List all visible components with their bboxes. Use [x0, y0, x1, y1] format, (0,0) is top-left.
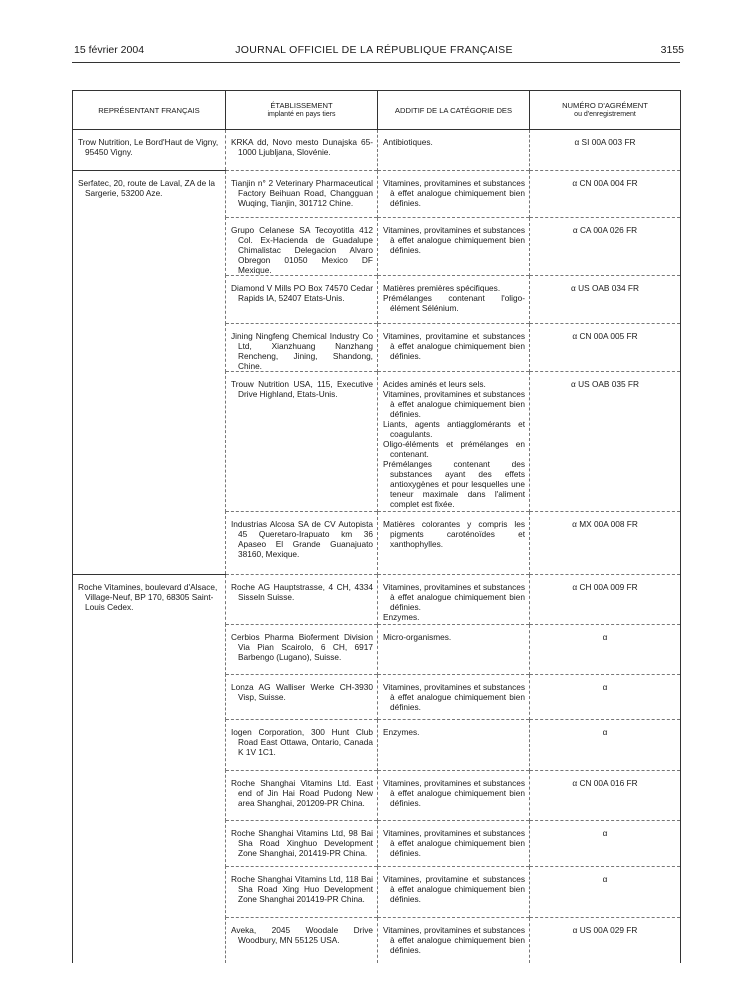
etablissement-text: Diamond V Mills PO Box 74570 Cedar Rapids IA, 52407 Etats-Unis.	[231, 283, 373, 303]
numero-cell	[530, 171, 681, 218]
additif-line: Vitamines, provitamines et substances à effet analogue chimiquement bien définies.	[383, 925, 525, 955]
etablissement-cell	[226, 771, 378, 821]
numero-agrement: α	[602, 632, 608, 642]
additif-cell	[378, 512, 530, 575]
numero-cell	[530, 625, 681, 675]
additif-line: Prémélanges contenant l'oligo-élément Sélénium.	[383, 293, 525, 313]
etablissement-cell	[226, 821, 378, 867]
etablissement-text: Cerbios Pharma Bioferment Division Via Pian Scairolo, 6 CH, 6917 Barbengo (Lugano), Suisse.	[231, 632, 373, 662]
numero-cell	[530, 372, 681, 512]
additif-line: Vitamines, provitamine et substances à effet analogue chimiquement bien définies.	[383, 331, 525, 361]
col-etablissement: ÉTABLISSEMENT implanté en pays tiers	[226, 91, 378, 130]
etablissement-cell	[226, 324, 378, 372]
additif-line: Liants, agents antiagglomérants et coagulants.	[383, 419, 525, 439]
numero-agrement: α CA 00A 026 FR	[572, 225, 638, 235]
etablissement-cell	[226, 372, 378, 512]
etablissement-text: Roche AG Hauptstrasse, 4 CH, 4334 Sisseln Suisse.	[231, 582, 373, 602]
additif-cell	[378, 918, 530, 963]
additif-cell	[378, 720, 530, 771]
etablissement-text: KRKA dd, Novo mesto Dunajska 65-1000 Ljubljana, Slovénie.	[231, 137, 373, 157]
numero-cell	[530, 675, 681, 720]
additif-line: Acides aminés et leurs sels.	[383, 379, 486, 389]
numero-cell	[530, 918, 681, 963]
numero-cell	[530, 324, 681, 372]
additif-cell	[378, 867, 530, 918]
additif-line: Vitamines, provitamines et substances à effet analogue chimiquement bien définies.	[383, 178, 525, 208]
numero-cell	[530, 771, 681, 821]
additif-cell	[378, 575, 530, 625]
etablissement-text: Iogen Corporation, 300 Hunt Club Road East Ottawa, Ontario, Canada K 1V 1C1.	[231, 727, 373, 757]
numero-agrement: α	[602, 828, 608, 838]
etablissement-cell	[226, 276, 378, 324]
numero-agrement: α	[602, 727, 608, 737]
etablissement-cell	[226, 218, 378, 276]
additif-cell	[378, 675, 530, 720]
numero-agrement: α US OAB 035 FR	[571, 379, 639, 389]
header-rule	[72, 62, 680, 63]
table-header-row	[73, 91, 681, 130]
additif-cell	[378, 771, 530, 821]
numero-agrement: α CN 00A 016 FR	[572, 778, 638, 788]
additif-cell	[378, 324, 530, 372]
table-row	[73, 130, 681, 171]
etablissement-cell	[226, 720, 378, 771]
numero-cell	[530, 575, 681, 625]
etablissement-cell	[226, 867, 378, 918]
additif-line: Matières colorantes y compris les pigments caroténoïdes et xanthophylles.	[383, 519, 525, 549]
additif-cell	[378, 130, 530, 171]
etablissement-text: Jining Ningfeng Chemical Industry Co Ltd, Xianzhuang Nanzhang Rencheng, Jining, Shandong, Chine.	[231, 331, 373, 371]
additif-line: Vitamines, provitamines et substances à effet analogue chimiquement bien définies.	[383, 582, 525, 612]
table-row	[73, 575, 681, 625]
additif-line: Matières premières spécifiques.	[383, 283, 501, 293]
additif-line: Vitamines, provitamines et substances à effet analogue chimiquement bien définies.	[383, 682, 525, 712]
numero-agrement: α MX 00A 008 FR	[572, 519, 638, 529]
page-number: 3155	[660, 44, 684, 56]
additif-line: Vitamines, provitamines et substances à effet analogue chimiquement bien définies.	[383, 828, 525, 858]
page-header	[0, 44, 748, 58]
numero-cell	[530, 130, 681, 171]
representant-cell	[73, 130, 226, 171]
etablissement-text: Roche Shanghai Vitamins Ltd. East end of Jin Hai Road Pudong New area Shanghai, 201209-PR China.	[231, 778, 373, 808]
additif-cell	[378, 276, 530, 324]
etablissement-cell	[226, 625, 378, 675]
additif-line: Vitamines, provitamines et substances à effet analogue chimiquement bien définies.	[383, 778, 525, 808]
etablissement-text: Industrias Alcosa SA de CV Autopista 45 Queretaro-Irapuato km 36 Apaseo El Grande Guanajuato 38160, Mexique.	[231, 519, 373, 559]
etablissement-text: Aveka, 2045 Woodale Drive Woodbury, MN 55125 USA.	[231, 925, 373, 945]
additif-line: Micro-organismes.	[383, 632, 452, 642]
additif-line: Vitamines, provitamines et substances à effet analogue chimiquement bien définies.	[383, 389, 525, 419]
etablissement-cell	[226, 575, 378, 625]
numero-agrement: α	[602, 874, 608, 884]
table-row	[73, 171, 681, 218]
additif-line: Enzymes.	[383, 612, 420, 622]
col-additif: ADDITIF DE LA CATÉGORIE DES	[378, 91, 530, 130]
additif-cell	[378, 372, 530, 512]
col-numero: NUMÉRO D'AGRÉMENT ou d'enregistrement	[530, 91, 681, 130]
numero-agrement: α CH 00A 009 FR	[572, 582, 638, 592]
additif-line: Prémélanges contenant des substances ayant des effets antioxygènes et pour lesquelles une teneur maximale dans l'aliment complet est fixée.	[383, 459, 525, 509]
numero-agrement: α	[602, 682, 608, 692]
additif-cell	[378, 625, 530, 675]
etablissement-text: Tianjin n° 2 Veterinary Pharmaceutical Factory Beihuan Road, Changguan Wuqing, Tianjin, 301712 Chine.	[231, 178, 373, 208]
approval-table	[72, 90, 681, 963]
additif-cell	[378, 218, 530, 276]
etablissement-text: Roche Shanghai Vitamins Ltd, 98 Bai Sha Road Xinghuo Development Zone Shanghai, 201419-PR China.	[231, 828, 373, 858]
additif-line: Oligo-éléments et prémélanges en contenant.	[383, 439, 525, 459]
representant-text: Trow Nutrition, Le Bord'Haut de Vigny, 95450 Vigny.	[78, 137, 219, 157]
additif-line: Antibiotiques.	[383, 137, 433, 147]
numero-cell	[530, 276, 681, 324]
additif-cell	[378, 171, 530, 218]
etablissement-text: Roche Shanghai Vitamins Ltd, 118 Bai Sha Road Xing Huo Development Zone Shanghai 201419-PR China.	[231, 874, 373, 904]
etablissement-cell	[226, 130, 378, 171]
representant-cell	[73, 171, 226, 575]
etablissement-text: Grupo Celanese SA Tecoyotitla 412 Col. Ex-Hacienda de Guadalupe Chimalistac Delegacion Alvaro Obregon 01050 Mexico DF Mexique.	[231, 225, 373, 275]
table-body	[73, 130, 681, 963]
numero-agrement: α CN 00A 005 FR	[572, 331, 638, 341]
etablissement-cell	[226, 675, 378, 720]
etablissement-cell	[226, 918, 378, 963]
col-etablissement-sub: implanté en pays tiers	[267, 111, 336, 118]
etablissement-text: Trouw Nutrition USA, 115, Executive Drive Highland, Etats-Unis.	[231, 379, 373, 399]
numero-agrement: α US OAB 034 FR	[571, 283, 639, 293]
representant-text: Roche Vitamines, boulevard d'Alsace, Village-Neuf, BP 170, 68305 Saint-Louis Cedex.	[78, 582, 218, 612]
col-representant: REPRÉSENTANT FRANÇAIS	[73, 91, 226, 130]
etablissement-text: Lonza AG Walliser Werke CH-3930 Visp, Suisse.	[231, 682, 373, 702]
additif-cell	[378, 821, 530, 867]
numero-cell	[530, 512, 681, 575]
numero-agrement: α SI 00A 003 FR	[574, 137, 636, 147]
additif-line: Vitamines, provitamine et substances à effet analogue chimiquement bien définies.	[383, 874, 525, 904]
numero-cell	[530, 821, 681, 867]
numero-cell	[530, 218, 681, 276]
numero-cell	[530, 720, 681, 771]
etablissement-cell	[226, 512, 378, 575]
journal-title: JOURNAL OFFICIEL DE LA RÉPUBLIQUE FRANÇAISE	[235, 44, 513, 56]
additif-line: Vitamines, provitamines et substances à effet analogue chimiquement bien définies.	[383, 225, 525, 255]
etablissement-cell	[226, 171, 378, 218]
numero-cell	[530, 867, 681, 918]
issue-date: 15 février 2004	[74, 44, 145, 56]
representant-text: Serfatec, 20, route de Laval, ZA de la Sargerie, 53200 Aze.	[78, 178, 215, 198]
representant-cell	[73, 575, 226, 963]
col-numero-sub: ou d'enregistrement	[574, 111, 636, 118]
numero-agrement: α US 00A 029 FR	[572, 925, 638, 935]
additif-line: Enzymes.	[383, 727, 420, 737]
numero-agrement: α CN 00A 004 FR	[572, 178, 638, 188]
